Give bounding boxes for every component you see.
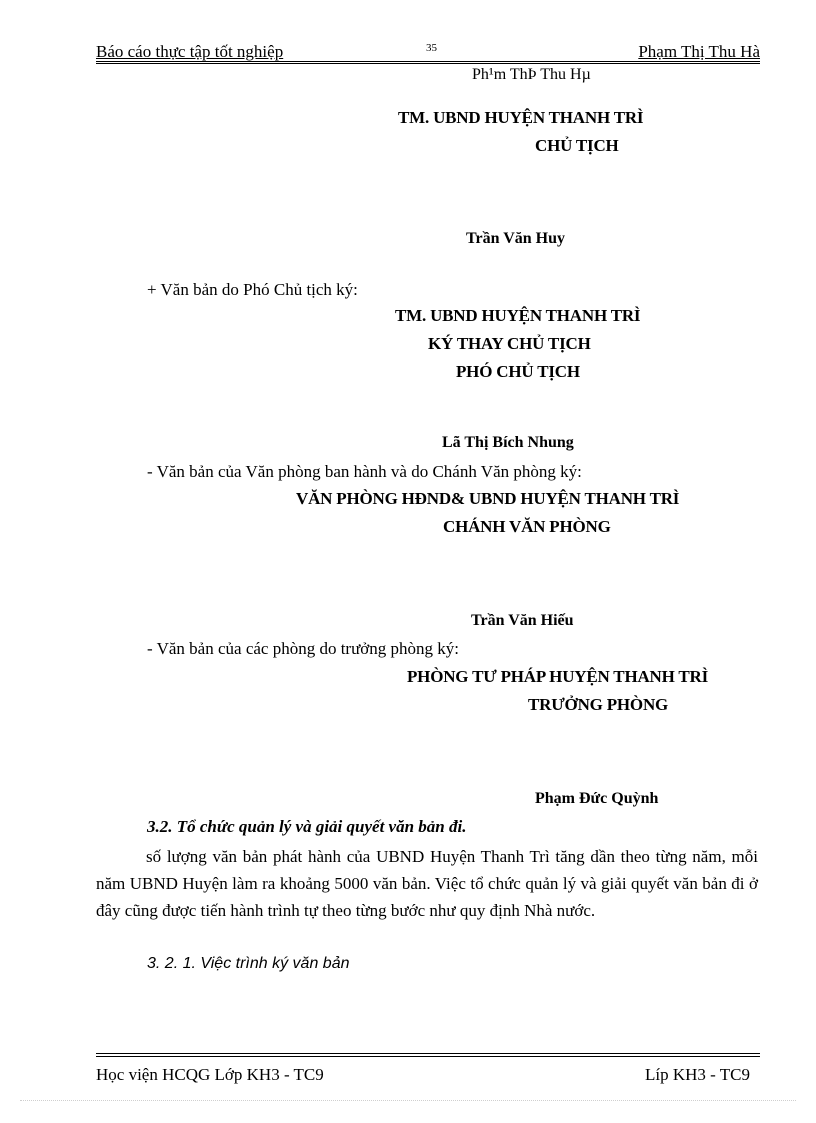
footer-left: Học viện HCQG Lớp KH3 - TC9: [96, 1065, 324, 1084]
header-right-author: Phạm Thị Thu Hà: [638, 42, 760, 61]
dept-intro-text: - Văn bản của các phòng do trưởng phòng ký:: [147, 639, 460, 658]
office-intro-text: - Văn bản của Văn phòng ban hành và do Chánh Văn phòng ký:: [147, 462, 582, 481]
office-name: Trần Văn Hiếu: [471, 612, 574, 629]
footer-rule-second: [96, 1056, 760, 1057]
chairman-name: Trần Văn Huy: [466, 230, 565, 247]
office-org: VĂN PHÒNG HĐND& UBND HUYỆN THANH TRÌ: [296, 489, 680, 508]
vice-title: PHÓ CHỦ TỊCH: [456, 362, 580, 381]
footer-right: Líp KH3 - TC9: [645, 1065, 750, 1084]
chairman-org: TM. UBND HUYỆN THANH TRÌ: [398, 108, 644, 127]
section-paragraph: số lượng văn bản phát hành của UBND Huyện Thanh Trì tăng dần theo từng năm, mỗi năm UBND Huyện làm ra khoảng 5000 văn bản. Việc tổ chức quản lý và giải quyết văn bản đi ở đây cũng được tiến hành trình tự theo từng bước như quy định Nhà nước.: [96, 847, 758, 920]
footer-rule: [96, 1053, 760, 1054]
page-number: 35: [426, 42, 437, 54]
chairman-title: CHỦ TỊCH: [535, 136, 619, 155]
header-left-title: Báo cáo thực tập tốt nghiệp: [96, 42, 284, 61]
section-heading: 3.2. Tổ chức quản lý và giải quyết văn bản đi.: [147, 817, 467, 836]
vice-name: Lã Thị Bích Nhung: [442, 434, 574, 451]
vice-org: TM. UBND HUYỆN THANH TRÌ: [395, 306, 641, 325]
vice-intro-text: + Văn bản do Phó Chủ tịch ký:: [147, 280, 358, 299]
header-subline: Ph¹m ThÞ Thu Hµ: [472, 66, 591, 83]
dept-title: TRƯỞNG PHÒNG: [528, 695, 669, 714]
page-bottom-edge: [20, 1100, 796, 1101]
office-title: CHÁNH VĂN PHÒNG: [443, 517, 611, 536]
dept-org: PHÒNG TƯ PHÁP HUYỆN THANH TRÌ: [407, 667, 709, 686]
dept-name: Phạm Đức Quỳnh: [535, 790, 659, 807]
header-rule: [96, 61, 760, 62]
vice-sign-on-behalf: KÝ THAY CHỦ TỊCH: [428, 334, 591, 353]
header-rule-second: [96, 63, 760, 64]
subsection-heading: 3. 2. 1. Việc trình ký văn bản: [147, 955, 350, 972]
